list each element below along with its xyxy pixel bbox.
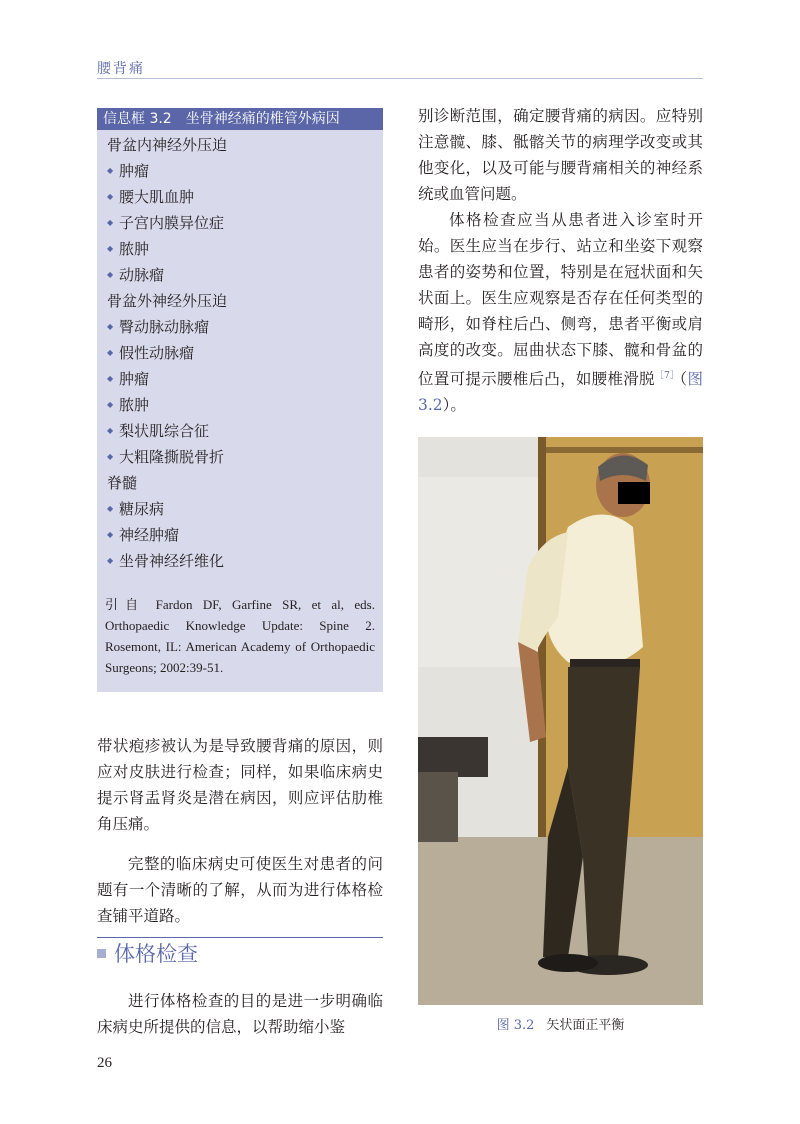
info-box-group-heading: 脊髓 xyxy=(107,474,138,492)
paragraph: 别诊断范围，确定腰背痛的病因。应特别注意髋、膝、骶髂关节的病理学改变或其他变化，以及可能与腰背痛相关的神经系统或血管问题。 xyxy=(418,107,703,203)
section-divider xyxy=(97,937,383,938)
paragraph: 进行体格检查的目的是进一步明确临床病史所提供的信息，以帮助缩小鉴 xyxy=(97,992,383,1036)
page-number: 26 xyxy=(97,1055,112,1071)
info-box-list-item: ◆ 脓肿 xyxy=(107,236,383,262)
info-box-title: 信息框 3.2 坐骨神经痛的椎管外病因 xyxy=(97,108,383,130)
info-box-list-item: ◆ 臀动脉动脉瘤 xyxy=(107,314,383,340)
info-box-list-item: ◆ 子宫内膜异位症 xyxy=(107,210,383,236)
figure-label: 图 3.2 xyxy=(496,1018,535,1033)
paragraph-text: 体格检查应当从患者进入诊室时开始。医生应当在步行、站立和坐姿下观察患者的姿势和位置，特别是在冠状面和矢状面上。医生应观察是否存在任何类型的畸形，如脊柱后凸、侧弯，患者平衡或肩高度的改变。屈曲状态下膝、髋和骨盆的位置可提示腰椎后凸，如腰椎滑脱 xyxy=(418,211,703,389)
info-box-list-item: ◆ 腰大肌血肿 xyxy=(107,184,383,210)
figure-caption xyxy=(418,1014,703,1033)
info-box-list-item: ◆ 神经肿瘤 xyxy=(107,522,383,548)
running-header xyxy=(97,58,703,79)
section-heading-text: 体格检查 xyxy=(114,942,198,966)
figure-photo xyxy=(418,437,703,1005)
info-box-group-heading: 骨盆内神经外压迫 xyxy=(107,136,228,154)
info-box-list-item: ◆ 梨状肌综合征 xyxy=(107,418,383,444)
info-box-list xyxy=(97,130,383,574)
square-bullet-icon xyxy=(97,949,106,958)
paren-close: ）。 xyxy=(442,396,466,415)
info-box-list-item: ◆ 动脉瘤 xyxy=(107,262,383,288)
info-box-list-item: ◆ 大粗隆撕脱骨折 xyxy=(107,444,383,470)
paren-open: （ xyxy=(679,370,688,389)
info-box-list-item: ◆ 肿瘤 xyxy=(107,366,383,392)
paragraph xyxy=(418,207,703,418)
info-box-list-item: ◆ 糖尿病 xyxy=(107,496,383,522)
info-box xyxy=(97,108,383,692)
paragraph: 完整的临床病史可使医生对患者的问题有一个清晰的了解，从而为进行体格检查铺平道路。 xyxy=(97,855,383,925)
paragraph: 带状疱疹被认为是导致腰背痛的原因，则应对皮肤进行检查；同样，如果临床病史提示肾盂肾炎是潜在病因，则应评估肋椎角压痛。 xyxy=(97,737,383,833)
figure-reference-link[interactable]: 图 3.2 xyxy=(418,370,703,415)
figure-caption-text: 矢状面正平衡 xyxy=(546,1018,625,1033)
standing-patient-photo xyxy=(418,437,703,1005)
info-box-source: 引自 Fardon DF, Garfine SR, et al, eds. Orthopaedic Knowledge Update: Spine 2. Rosemont, IL: American Academy of Orthopaedic Surgeons; 2002:39-51. xyxy=(105,597,375,675)
running-title: 腰背痛 xyxy=(97,61,145,77)
info-box-list-item: ◆ 肿瘤 xyxy=(107,158,383,184)
info-box-list-item: ◆ 坐骨神经纤维化 xyxy=(107,548,383,574)
citation: ［7］ xyxy=(654,371,680,381)
info-box-list-item: ◆ 脓肿 xyxy=(107,392,383,418)
info-box-group-heading: 骨盆外神经外压迫 xyxy=(107,292,228,310)
info-box-list-item: ◆ 假性动脉瘤 xyxy=(107,340,383,366)
section-heading xyxy=(97,940,198,968)
